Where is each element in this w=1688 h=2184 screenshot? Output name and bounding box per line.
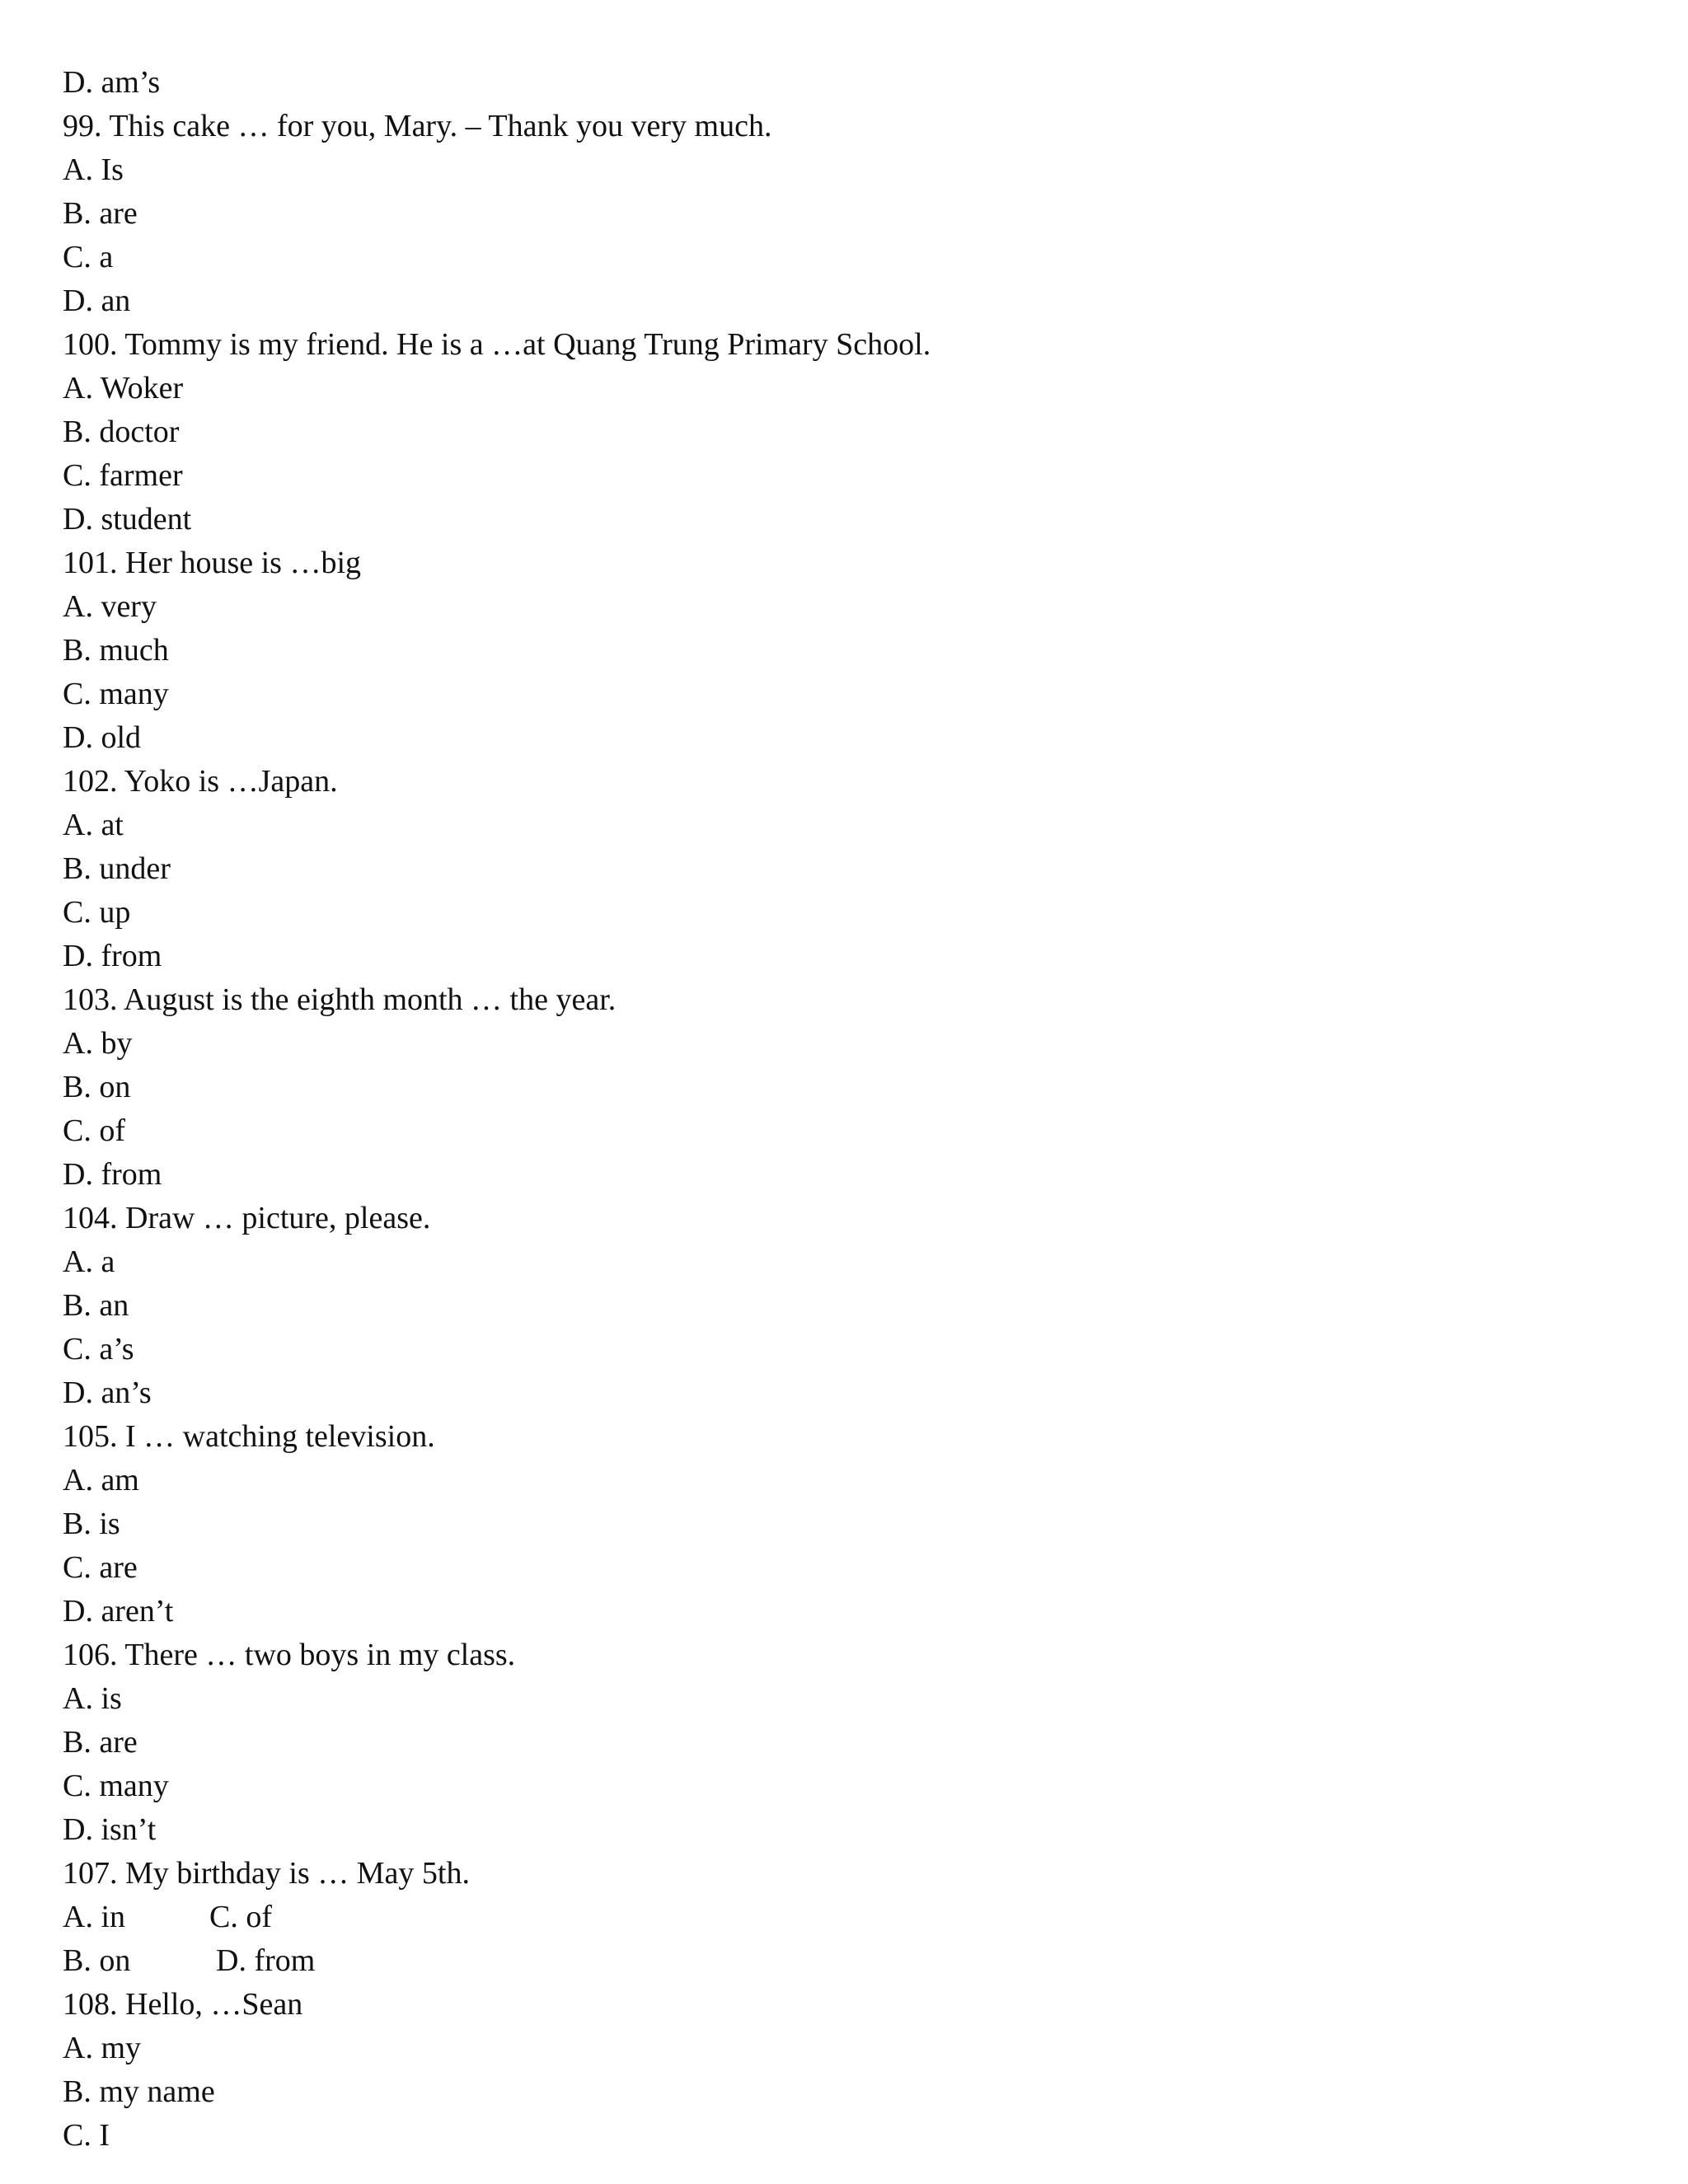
answer-option: D. an <box>63 284 131 318</box>
question-text: 99. This cake … for you, Mary. – Thank you very much. <box>63 109 772 143</box>
answer-option: A. in <box>63 1900 125 1934</box>
document-page <box>63 61 1629 2158</box>
answer-option: A. am <box>63 1463 139 1497</box>
answer-option: A. Woker <box>63 371 184 405</box>
answer-option: B. on <box>63 1943 131 1978</box>
question-text: 100. Tommy is my friend. He is a …at Quang Trung Primary School. <box>63 327 931 362</box>
answer-option: B. under <box>63 851 171 886</box>
answer-option: D. student <box>63 502 192 537</box>
answer-option: D. from <box>216 1943 316 1978</box>
question-text: 108. Hello, …Sean <box>63 1987 303 2022</box>
answer-option: B. are <box>63 1725 138 1760</box>
question-text: 107. My birthday is … May 5th. <box>63 1856 470 1891</box>
answer-option: C. a’s <box>63 1332 134 1366</box>
answer-option-row <box>63 1896 1629 1939</box>
answer-option: C. a <box>63 240 114 274</box>
question-text: 106. There … two boys in my class. <box>63 1638 516 1672</box>
answer-option: D. an’s <box>63 1376 152 1410</box>
answer-option: D. from <box>63 939 162 973</box>
answer-option: C. farmer <box>63 458 183 493</box>
answer-option: A. my <box>63 2031 141 2065</box>
answer-option: C. of <box>209 1900 272 1934</box>
question-text: 105. I … watching television. <box>63 1419 435 1454</box>
answer-option: C. I <box>63 2118 110 2153</box>
answer-option: A. Is <box>63 152 124 187</box>
answer-option: B. are <box>63 196 138 231</box>
answer-option: B. much <box>63 633 169 668</box>
answer-option-row <box>63 1939 1629 1983</box>
answer-option: B. an <box>63 1288 129 1323</box>
question-text: 104. Draw … picture, please. <box>63 1201 431 1235</box>
answer-option: B. my name <box>63 2074 215 2109</box>
answer-option: C. many <box>63 677 169 711</box>
answer-option: A. is <box>63 1681 122 1716</box>
question-text: 102. Yoko is …Japan. <box>63 764 338 799</box>
answer-option: D. isn’t <box>63 1812 157 1847</box>
answer-option: D. aren’t <box>63 1594 174 1629</box>
answer-option: A. very <box>63 589 157 624</box>
answer-option: A. by <box>63 1026 133 1061</box>
answer-option: A. at <box>63 808 124 842</box>
answer-option: C. are <box>63 1550 138 1585</box>
answer-option: A. a <box>63 1244 115 1279</box>
answer-option: C. up <box>63 895 131 930</box>
answer-option: D. from <box>63 1157 162 1192</box>
answer-option: B. on <box>63 1070 131 1104</box>
answer-option: B. is <box>63 1507 120 1541</box>
question-text: 101. Her house is …big <box>63 546 362 580</box>
answer-option: B. doctor <box>63 415 180 449</box>
question-text: 103. August is the eighth month … the year. <box>63 982 617 1017</box>
answer-option: D. am’s <box>63 65 161 100</box>
answer-option: D. old <box>63 720 141 755</box>
answer-option: C. many <box>63 1769 169 1803</box>
answer-option: C. of <box>63 1113 125 1148</box>
